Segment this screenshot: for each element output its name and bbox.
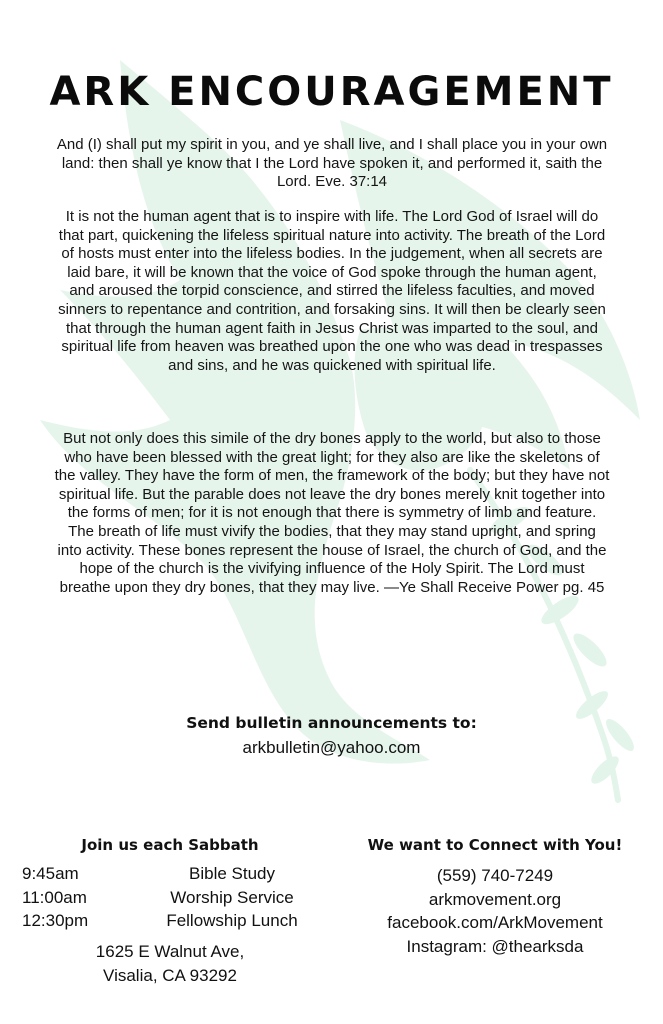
schedule-time: 11:00am [22, 887, 87, 907]
website-link[interactable]: arkmovement.org [428, 889, 562, 909]
announcements-heading: Send bulletin announcements to: [186, 714, 477, 732]
schedule-row [22, 864, 322, 888]
facebook-link[interactable]: facebook.com/ArkMovement [387, 913, 603, 932]
sabbath-heading: Join us each Sabbath [81, 836, 259, 854]
phone-number[interactable]: (559) 740-7249 [436, 866, 554, 885]
church-address [30, 940, 310, 988]
sabbath-schedule [22, 864, 322, 935]
schedule-event: Worship Service [170, 887, 294, 907]
schedule-event: Fellowship Lunch [166, 911, 298, 930]
devotional-paragraph-1: It is not the human agent that is to inspire with life. The Lord God of Israel will do that part, quickening the lifeless spiritual nature into activity. The breath of the Lord of hosts must enter into the lifeless bodies. In the judgement, when all secrets are laid bare, it will be known that the voice of God spoke through the human agent, and aroused the torpid conscience, and stirred the lifeless faculties, and moved sinners to repentance and contrition, and forsaking sins. It will then be clearly seen that through the human agent faith in Jesus Christ was imparted to the soul, and spiritual life from heaven was breathed upon the one who was dead in trespasses and sins, and he was quickened with spiritual life. [58, 208, 606, 374]
connect-heading: We want to Connect with You! [367, 836, 623, 854]
schedule-row [22, 911, 322, 935]
scripture-paragraph: And (I) shall put my spirit in you, and ye shall live, and I shall place you in your own land: then shall ye know that I the Lord have spoken it, and performed it, saith the Lord. Eve. 37:14 [56, 136, 608, 191]
address-line-2: Visalia, CA 93292 [103, 966, 237, 985]
devotional-paragraph-2: But not only does this simile of the dry bones apply to the world, but also to those who have been blessed with the great light; for they also are like the skeletons of the valley. They have the form of men, the framework of the body; but they have not spiritual life. But the parable does not leave the dry bones merely knit together into the forms of men; for it is not enough that there is symmetry of limb and feature. The breath of life must vivify the bodies, that they may stand upright, and spring into activity. These bones represent the house of Israel, the church of God, and the hope of the church is the vivifying influence of the Holy Spirit. The Lord must breathe upon they dry bones, that they may live. —Ye Shall Receive Power pg. 45 [54, 430, 610, 596]
schedule-event: Bible Study [189, 864, 275, 883]
address-line-1: 1625 E Walnut Ave, [95, 942, 245, 961]
page-title: ARK ENCOURAGEMENT [49, 69, 614, 115]
schedule-row [22, 888, 322, 912]
contact-info [350, 864, 640, 958]
instagram-handle[interactable]: Instagram: @thearksda [406, 936, 584, 956]
schedule-time: 9:45am [22, 864, 79, 883]
schedule-time: 12:30pm [22, 911, 89, 930]
announcements-email-link[interactable]: arkbulletin@yahoo.com [242, 738, 421, 757]
